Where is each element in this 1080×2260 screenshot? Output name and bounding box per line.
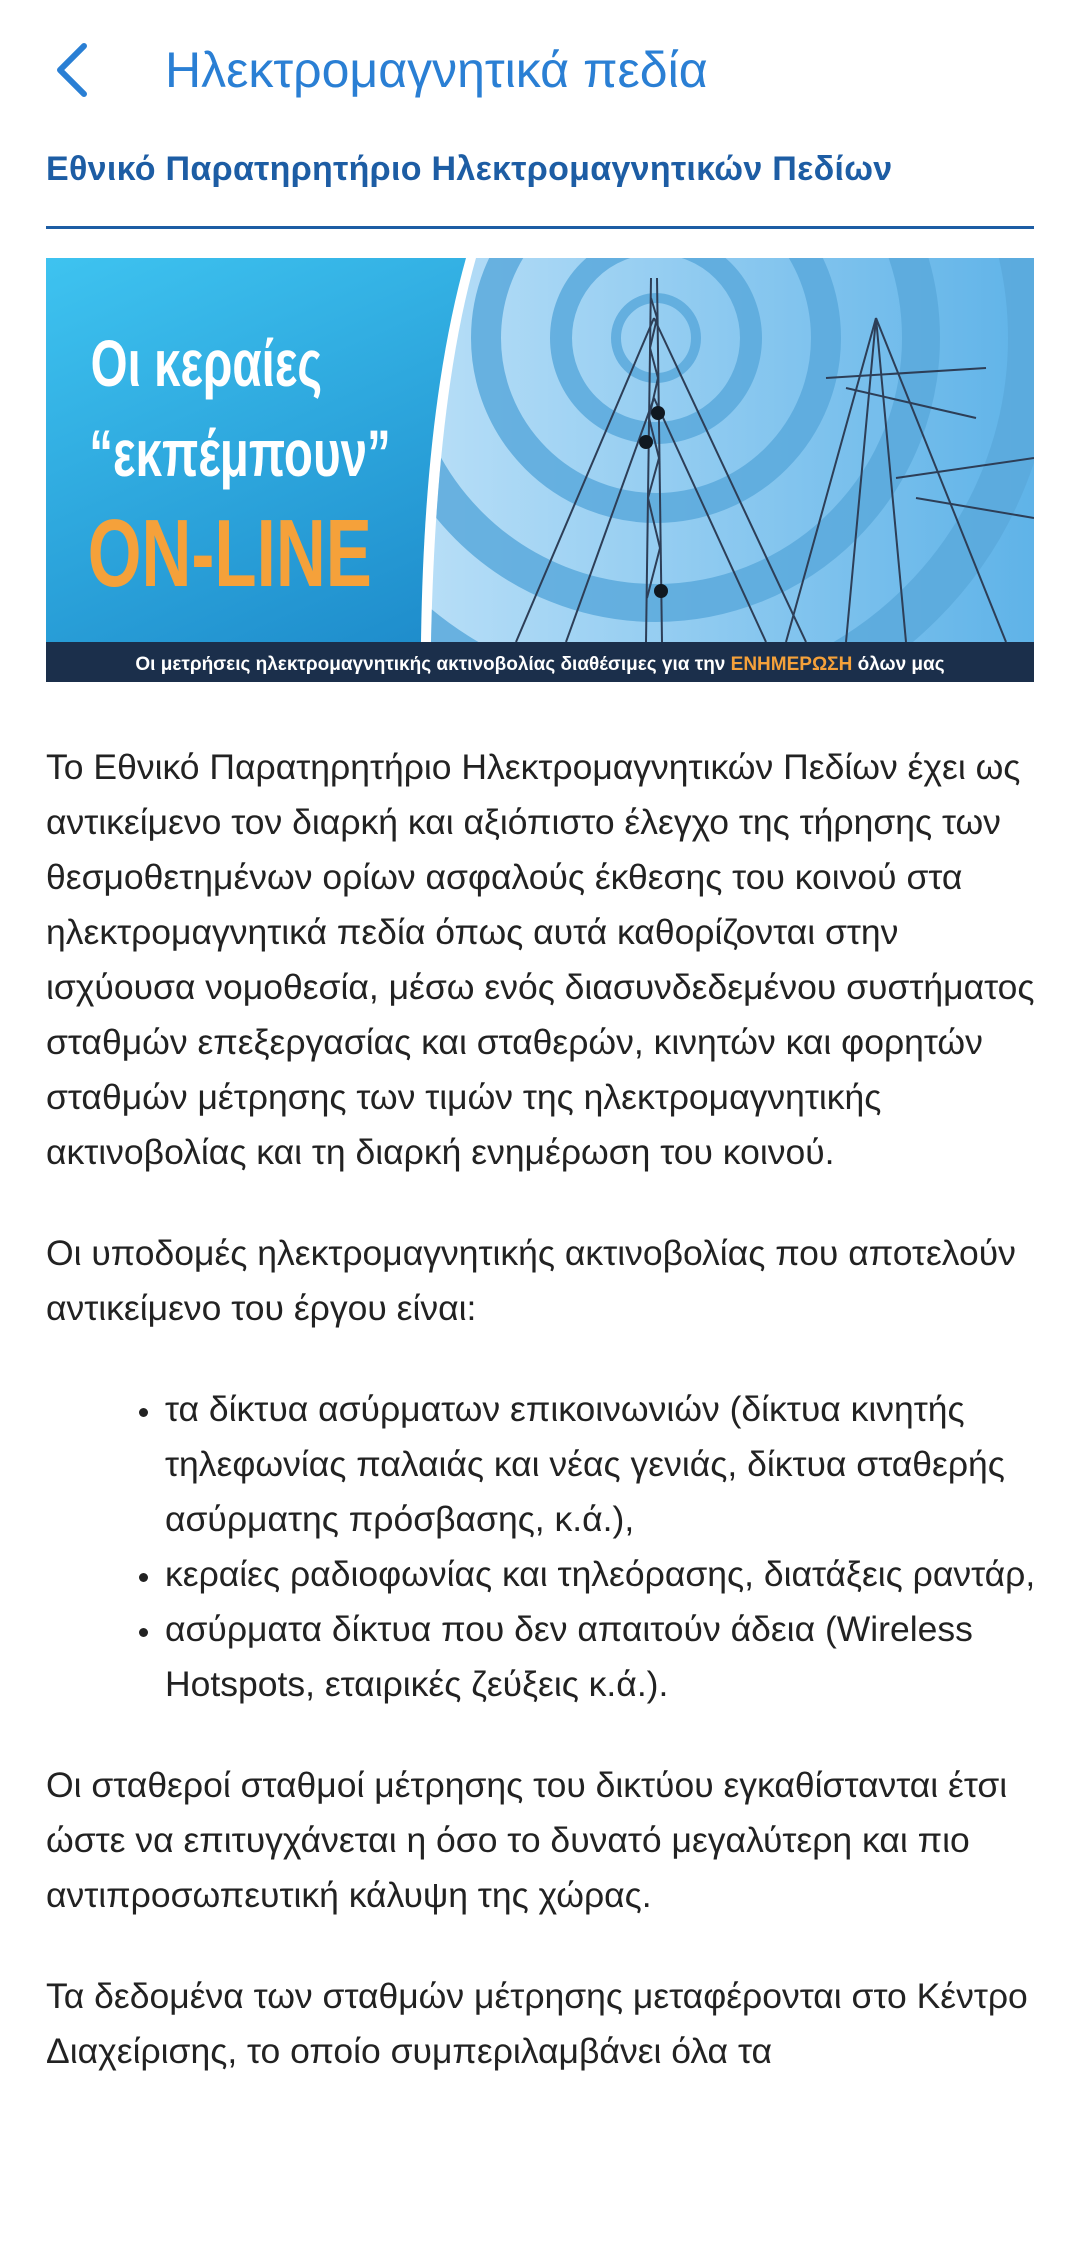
banner-line-3: ON-LINE [87,498,372,607]
list-item: • κεραίες ραδιοφωνίας και τηλεόρασης, διατάξεις ραντάρ, [163,1547,1036,1602]
banner-line-2: “εκπέμπουν” [89,417,391,491]
list-item: • τα δίκτυα ασύρματων επικοινωνιών (δίκτυα κινητής τηλεφωνίας παλαιάς και νέας γενιάς, δίκτυα σταθερής ασύρματης πρόσβασης, κ.ά.), [163,1382,1036,1547]
paragraph-stations: Οι σταθεροί σταθμοί μέτρησης του δικτύου εγκαθίστανται έτσι ώστε να επιτυγχάνεται η όσο το δυνατό μεγαλύτερη και πιο αντιπροσωπευτική κάλυψη της χώρας. [46,1765,1008,1915]
paragraph-intro: Το Εθνικό Παρατηρητήριο Ηλεκτρομαγνητικών Πεδίων έχει ως αντικείμενο τον διαρκή και αξιόπιστο έλεγχο της τήρησης των θεσμοθετημένων ορίων ασφαλούς έκθεσης του κοινού στα ηλεκτρομαγνητικά πεδία όπως αυτά καθορίζονται στην ισχύουσα νομοθεσία, μέσω ενός διασυνδεδεμένου συστήματος σταθμών επεξεργασίας και σταθερών, κινητών και φορητών σταθμών μέτρησης των τιμών της ηλεκτρομαγνητικής ακτινοβολίας και τη διαρκή ενημέρωση του κοινού. [46,747,1035,1172]
infrastructure-list [46,1382,1036,1712]
banner-line-1: Οι κεραίες [90,327,323,401]
banner-graphic [46,258,1034,682]
banner-footer-text: Οι μετρήσεις ηλεκτρομαγνητικής ακτινοβολίας διαθέσιμες για την ΕΝΗΜΕΡΩΣΗ όλων μας [135,654,945,675]
page-title: Ηλεκτρομαγνητικά πεδία [165,42,708,98]
section-subtitle: Εθνικό Παρατηρητήριο Ηλεκτρομαγνητικών Πεδίων [46,150,893,188]
arrow-back-icon [52,40,92,100]
app-bar [0,0,1080,140]
divider [46,226,1034,229]
paragraph-infrastructure: Οι υποδομές ηλεκτρομαγνητικής ακτινοβολίας που αποτελούν αντικείμενο του έργου είναι: [46,1233,1016,1328]
article-body [46,740,1036,2125]
back-button[interactable] [40,38,104,102]
banner-image [46,258,1034,682]
list-item: • ασύρματα δίκτυα που δεν απαιτούν άδεια (Wireless Hotspots, εταιρικές ζεύξεις κ.ά.). [163,1602,1036,1712]
paragraph-data-transfer: Τα δεδομένα των σταθμών μέτρησης μεταφέρονται στο Κέντρο Διαχείρισης, το οποίο συμπεριλαμβάνει όλα τα [46,1976,1028,2071]
